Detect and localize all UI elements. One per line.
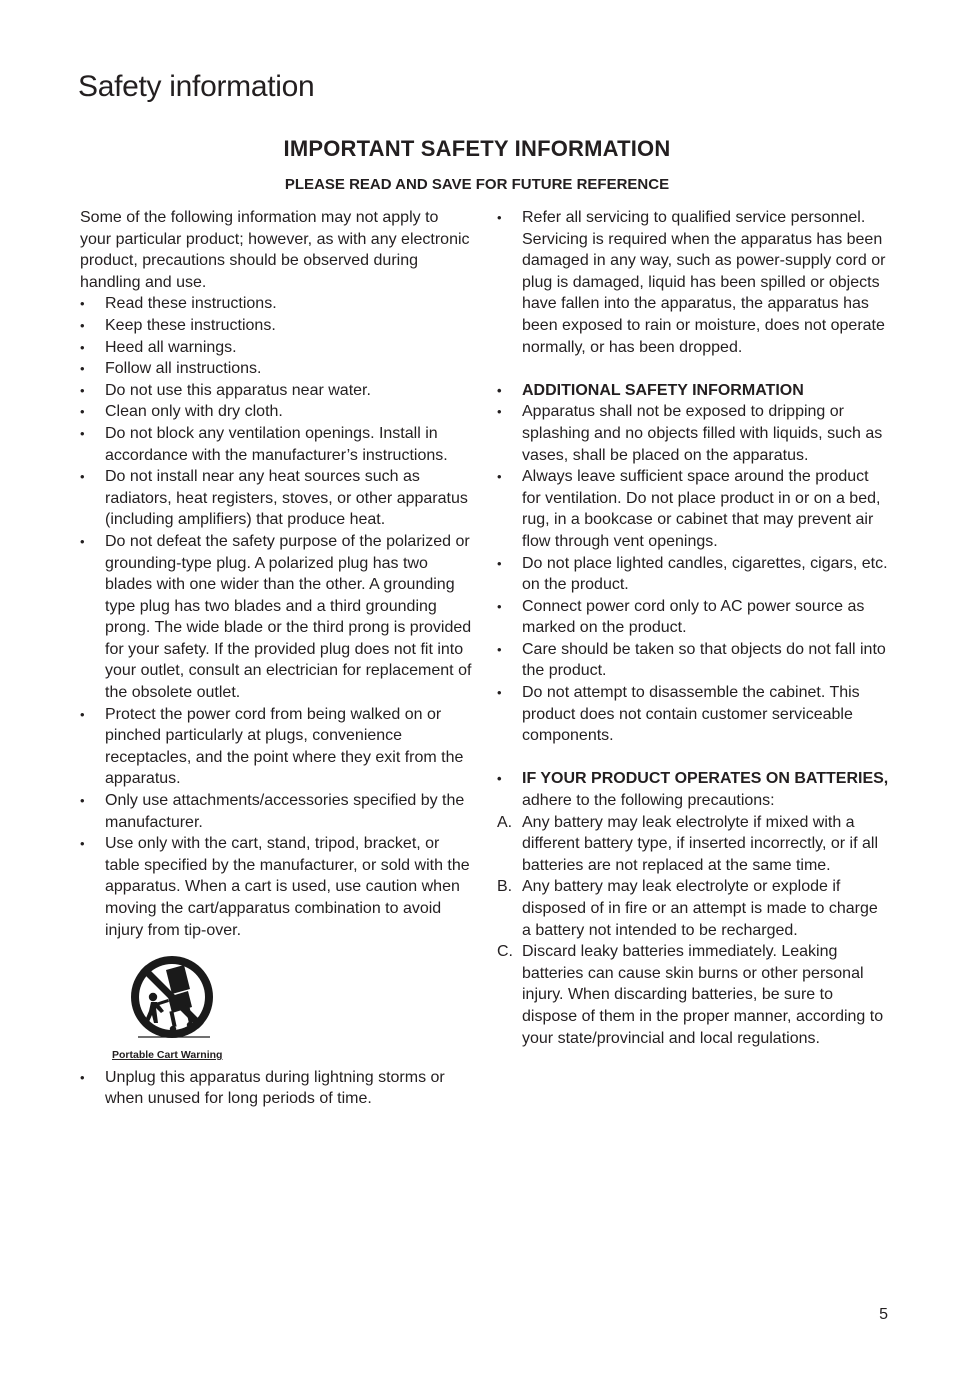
sub-heading: PLEASE READ AND SAVE FOR FUTURE REFERENCE xyxy=(284,176,670,193)
list-item xyxy=(497,596,891,639)
list-item-text: Care should be taken so that objects do not fall into the product. xyxy=(522,640,886,680)
list-item xyxy=(497,639,891,682)
bullet-marker: • xyxy=(80,296,85,312)
section-heading xyxy=(497,380,891,402)
cart-tip-over-warning-icon xyxy=(126,953,218,1041)
list-item xyxy=(497,553,891,596)
additional-safety-heading: ADDITIONAL SAFETY INFORMATION xyxy=(522,381,804,399)
battery-precautions-list xyxy=(497,768,891,1049)
safety-instructions-list xyxy=(80,293,472,941)
list-item xyxy=(80,466,472,531)
list-item xyxy=(80,315,472,337)
section-heading xyxy=(497,768,891,811)
list-item xyxy=(497,466,891,552)
list-item-text: Unplug this apparatus during lightning storms or when unused for long periods of time. xyxy=(105,1068,445,1108)
list-item-text: Always leave sufficient space around the product for ventilation. Do not place product in or on a bed, rug, in a bookcase or cabinet that may prevent air flow through vent openings. xyxy=(522,468,881,550)
list-item-text: Follow all instructions. xyxy=(105,360,262,378)
list-item-text: Any battery may leak electrolyte or explode if disposed of in fire or an attempt is made to charge a battery not intended to be recharged. xyxy=(522,878,878,939)
bullet-marker: • xyxy=(80,706,85,722)
bullet-marker: • xyxy=(80,382,85,398)
bullet-marker: • xyxy=(497,404,502,420)
list-item xyxy=(80,358,472,380)
list-item xyxy=(497,812,891,877)
list-item xyxy=(80,423,472,466)
bullet-marker: • xyxy=(497,685,502,701)
list-item-text: Use only with the cart, stand, tripod, bracket, or table specified by the manufacturer, or sold with the apparatus. When a cart is used, use caution when moving the cart/apparatus combination to avoid injury from tip-over. xyxy=(105,835,470,939)
page-title: Safety information xyxy=(78,70,315,103)
servicing-list xyxy=(497,207,891,358)
intro-paragraph: Some of the following information may not apply to your particular product; however, as with any electronic product, precautions should be observed during handling and use. xyxy=(80,209,470,291)
bullet-marker: • xyxy=(80,533,85,549)
bullet-marker: • xyxy=(80,317,85,333)
list-item-text: Heed all warnings. xyxy=(105,338,237,356)
list-marker: C. xyxy=(497,943,513,961)
bullet-marker: • xyxy=(497,771,502,787)
bullet-marker: • xyxy=(80,469,85,485)
list-item-text: Read these instructions. xyxy=(105,295,277,313)
bullet-marker: • xyxy=(80,339,85,355)
list-item xyxy=(80,401,472,423)
list-item-text: Clean only with dry cloth. xyxy=(105,403,283,421)
bullet-marker: • xyxy=(80,361,85,377)
bullet-marker: • xyxy=(80,404,85,420)
list-marker: A. xyxy=(497,813,513,831)
additional-safety-list xyxy=(497,380,891,747)
list-item xyxy=(80,833,472,941)
left-column xyxy=(80,207,472,1110)
battery-heading: IF YOUR PRODUCT OPERATES ON BATTERIES, xyxy=(522,770,889,788)
safety-instructions-list-continued xyxy=(80,1067,472,1110)
list-item-text: Keep these instructions. xyxy=(105,316,276,334)
bullet-marker: • xyxy=(497,382,502,398)
list-item xyxy=(497,941,891,1049)
list-marker: B. xyxy=(497,878,513,896)
list-item xyxy=(497,876,891,941)
list-item-text: Do not use this apparatus near water. xyxy=(105,381,371,399)
page-number: 5 xyxy=(879,1306,888,1323)
list-item-text: Any battery may leak electrolyte if mixed with a different battery type, if inserted incorrectly, or if all batteries are not replaced at the same time. xyxy=(522,813,879,874)
bullet-marker: • xyxy=(80,793,85,809)
list-item xyxy=(80,790,472,833)
bullet-marker: • xyxy=(497,469,502,485)
bullet-marker: • xyxy=(80,425,85,441)
list-item-text: Connect power cord only to AC power source as marked on the product. xyxy=(522,597,865,637)
list-item xyxy=(497,401,891,466)
list-item-text: Only use attachments/accessories specified by the manufacturer. xyxy=(105,792,465,831)
list-item-text: Refer all servicing to qualified service personnel. Servicing is required when the apparatus has been damaged in any way, such as power-supply cord or plug is damaged, liquid has been spilled or objects have fallen into the apparatus, the apparatus has been exposed to rain or moisture, does not operate normally, or has been dropped. xyxy=(522,209,886,356)
bullet-marker: • xyxy=(80,1069,85,1085)
list-item-text: Do not attempt to disassemble the cabinet. This product does not contain customer serviceable components. xyxy=(522,684,860,745)
bullet-marker: • xyxy=(497,555,502,571)
list-item xyxy=(80,380,472,402)
battery-intro: adhere to the following precautions: xyxy=(522,792,775,810)
list-item xyxy=(497,207,891,358)
list-item xyxy=(80,1067,472,1110)
list-item-text: Do not install near any heat sources such as radiators, heat registers, stoves, or other apparatus (including amplifiers) that produce heat. xyxy=(105,468,468,529)
figure-caption: Portable Cart Warning xyxy=(112,1049,223,1062)
bullet-marker: • xyxy=(497,210,502,225)
bullet-marker: • xyxy=(80,836,85,852)
list-item-text: Do not defeat the safety purpose of the polarized or grounding-type plug. A polarized plug has two blades with one wider than the other. A grounding type plug has two blades and a third grounding prong. The wide blade or the third prong is provided for your safety. If the provided plug does not fit into your outlet, consult an electrician for replacement of the obsolete outlet. xyxy=(105,532,472,702)
list-item-text: Do not block any ventilation openings. Install in accordance with the manufacturer’s instructions. xyxy=(105,424,448,464)
bullet-marker: • xyxy=(497,641,502,657)
cart-warning-figure xyxy=(112,953,244,1067)
bullet-marker: • xyxy=(497,598,502,614)
list-item xyxy=(80,337,472,359)
right-column xyxy=(497,207,891,1049)
main-heading: IMPORTANT SAFETY INFORMATION xyxy=(283,136,671,161)
list-item-text: Apparatus shall not be exposed to dripping or splashing and no objects filled with liquids, such as vases, shall be placed on the apparatus. xyxy=(522,403,883,464)
list-item-text: Protect the power cord from being walked on or pinched particularly at plugs, convenience receptacles, and the point where they exit from the apparatus. xyxy=(105,705,464,788)
list-item xyxy=(497,682,891,747)
list-item xyxy=(80,293,472,315)
list-item xyxy=(80,531,472,704)
list-item-text: Discard leaky batteries immediately. Leaking batteries can cause skin burns or other personal injury. When discarding batteries, be sure to dispose of them in the proper manner, according to your state/provincial and local regulations. xyxy=(522,943,884,1047)
list-item xyxy=(80,704,472,790)
list-item-text: Do not place lighted candles, cigarettes, cigars, etc. on the product. xyxy=(522,554,888,594)
